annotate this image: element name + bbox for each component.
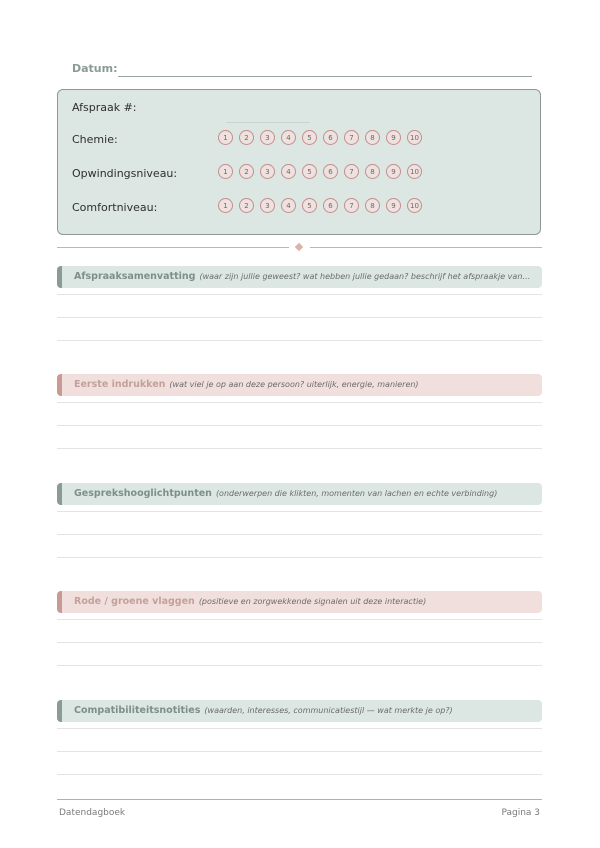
rating-circle[interactable]: 9 (386, 198, 401, 213)
divider-left (57, 247, 289, 250)
writing-line[interactable] (57, 534, 542, 535)
divider-right (310, 247, 542, 250)
writing-line[interactable] (57, 728, 542, 729)
rating-circle[interactable]: 4 (281, 130, 296, 145)
rating-circle[interactable]: 6 (323, 198, 338, 213)
writing-line[interactable] (57, 317, 542, 318)
afspraak-label: Afspraak #: (72, 101, 137, 114)
section-afspraaksamenvatting (57, 266, 542, 288)
rating-circle[interactable]: 2 (239, 164, 254, 179)
rating-circles (218, 164, 428, 179)
writing-line[interactable] (57, 774, 542, 775)
rating-circle[interactable]: 10 (407, 164, 422, 179)
afspraak-input-line[interactable] (226, 122, 310, 123)
rating-circle[interactable]: 3 (260, 130, 275, 145)
scale-row-chemie (72, 130, 532, 150)
rating-circle[interactable]: 1 (218, 198, 233, 213)
footer-divider (57, 799, 542, 800)
writing-line[interactable] (57, 448, 542, 449)
rating-circle[interactable]: 5 (302, 198, 317, 213)
rating-circle[interactable]: 10 (407, 198, 422, 213)
section-header (57, 374, 542, 396)
writing-line[interactable] (57, 557, 542, 558)
rating-circle[interactable]: 5 (302, 164, 317, 179)
section-compatibiliteitsnotities (57, 700, 542, 722)
section-eerste-indrukken (57, 374, 542, 396)
rating-circle[interactable]: 8 (365, 164, 380, 179)
writing-line[interactable] (57, 294, 542, 295)
section-header (57, 700, 542, 722)
rating-circles (218, 198, 428, 213)
date-row (72, 62, 532, 82)
section-title: Gesprekshooglichtpunten (onderwerpen die klikten, momenten van lachen en echte verbinding) (74, 488, 498, 499)
rating-circle[interactable]: 10 (407, 130, 422, 145)
scale-label: Chemie: (72, 133, 118, 146)
section-header (57, 591, 542, 613)
meta-box (57, 89, 541, 235)
afspraak-row (72, 98, 532, 118)
scale-row-opwinding (72, 164, 532, 184)
rating-circle[interactable]: 6 (323, 130, 338, 145)
rating-circle[interactable]: 3 (260, 198, 275, 213)
rating-circle[interactable]: 4 (281, 198, 296, 213)
rating-circle[interactable]: 2 (239, 198, 254, 213)
writing-line[interactable] (57, 642, 542, 643)
scale-label: Opwindingsniveau: (72, 167, 178, 180)
rating-circle[interactable]: 4 (281, 164, 296, 179)
date-label: Datum: (72, 62, 118, 75)
section-accent-bar (57, 591, 62, 613)
rating-circle[interactable]: 9 (386, 164, 401, 179)
scale-row-comfort (72, 198, 532, 218)
writing-line[interactable] (57, 402, 542, 403)
rating-circle[interactable]: 7 (344, 130, 359, 145)
writing-line[interactable] (57, 619, 542, 620)
rating-circle[interactable]: 8 (365, 130, 380, 145)
section-accent-bar (57, 374, 62, 396)
rating-circle[interactable]: 7 (344, 164, 359, 179)
section-header (57, 266, 542, 288)
rating-circle[interactable]: 9 (386, 130, 401, 145)
rating-circle[interactable]: 1 (218, 130, 233, 145)
section-gesprekshooglichtpunten (57, 483, 542, 505)
diamond-ornament-icon (295, 243, 303, 251)
writing-line[interactable] (57, 511, 542, 512)
section-title: Afspraaksamenvatting (waar zijn jullie geweest? wat hebben jullie gedaan? beschrijf het afspraakje van… (74, 271, 531, 282)
writing-line[interactable] (57, 665, 542, 666)
section-hint: (waar zijn jullie geweest? wat hebben jullie gedaan? beschrijf het afspraakje van… (199, 272, 531, 281)
rating-circle[interactable]: 6 (323, 164, 338, 179)
date-input-line[interactable] (118, 76, 532, 77)
writing-line[interactable] (57, 751, 542, 752)
section-hint: (positieve en zorgwekkende signalen uit deze interactie) (198, 597, 427, 606)
section-header (57, 483, 542, 505)
writing-line[interactable] (57, 340, 542, 341)
rating-circle[interactable]: 3 (260, 164, 275, 179)
section-hint: (onderwerpen die klikten, momenten van lachen en echte verbinding) (215, 489, 498, 498)
rating-circles (218, 130, 428, 145)
section-title: Rode / groene vlaggen (positieve en zorgwekkende signalen uit deze interactie) (74, 596, 427, 607)
rating-circle[interactable]: 7 (344, 198, 359, 213)
section-rode-groene-vlaggen (57, 591, 542, 613)
page-number: Pagina 3 (501, 808, 540, 818)
rating-circle[interactable]: 5 (302, 130, 317, 145)
rating-circle[interactable]: 8 (365, 198, 380, 213)
section-accent-bar (57, 266, 62, 288)
rating-circle[interactable]: 2 (239, 130, 254, 145)
section-title: Compatibiliteitsnotities (waarden, interesses, communicatiestijl — wat merkte je op?) (74, 705, 453, 716)
rating-circle[interactable]: 1 (218, 164, 233, 179)
scale-label: Comfortniveau: (72, 201, 158, 214)
section-title: Eerste indrukken (wat viel je op aan deze persoon? uiterlijk, energie, manieren) (74, 379, 419, 390)
section-accent-bar (57, 483, 62, 505)
section-hint: (waarden, interesses, communicatiestijl — wat merkte je op?) (204, 706, 453, 715)
footer-title: Datendagboek (59, 808, 126, 818)
writing-line[interactable] (57, 425, 542, 426)
section-accent-bar (57, 700, 62, 722)
section-hint: (wat viel je op aan deze persoon? uiterlijk, energie, manieren) (169, 380, 419, 389)
